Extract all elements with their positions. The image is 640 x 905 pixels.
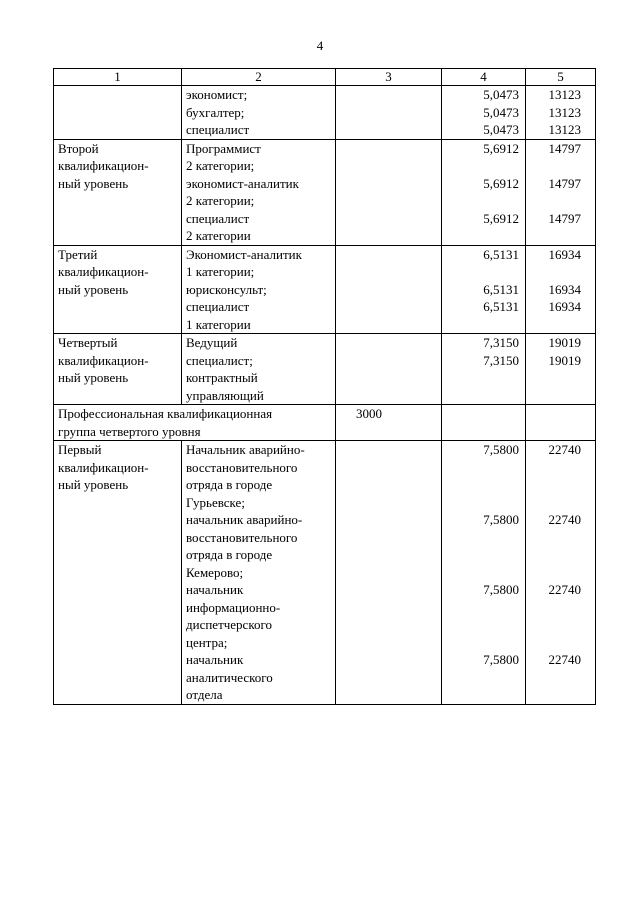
coef-value: 7,3150 — [483, 335, 519, 350]
position-line: информационно- — [186, 599, 281, 615]
empty-cell — [336, 139, 442, 245]
position-line: отряда в городе — [186, 547, 273, 562]
position-line: юрисконсульт; — [186, 281, 267, 297]
position-line: начальник — [186, 652, 244, 667]
spacer — [530, 634, 581, 652]
position-cell — [182, 139, 336, 245]
salary-value: 13123 — [548, 104, 581, 120]
spacer — [530, 616, 581, 634]
spacer — [446, 476, 519, 494]
level-cell — [54, 245, 182, 334]
coef-cell — [442, 245, 526, 334]
salary-value: 13123 — [548, 122, 581, 137]
spacer — [446, 546, 519, 564]
group-label-cell — [54, 405, 336, 441]
spacer — [530, 157, 581, 175]
level-line: квалификацион- — [58, 352, 149, 368]
coef-value: 5,0473 — [483, 87, 519, 102]
table-row — [54, 245, 596, 334]
empty-cell — [442, 405, 526, 441]
salary-value: 16934 — [548, 246, 581, 262]
salary-value: 16934 — [548, 299, 581, 314]
spacer — [446, 227, 519, 245]
level-cell — [54, 139, 182, 245]
position-line: экономист-аналитик — [186, 175, 299, 191]
table-row — [54, 86, 596, 140]
spacer — [446, 459, 519, 477]
position-line: Ведущий — [186, 335, 238, 350]
salary-cell — [526, 334, 596, 405]
level-line: Второй — [58, 140, 99, 156]
spacer — [530, 192, 581, 210]
salary-value: 16934 — [548, 281, 581, 297]
coef-value: 7,5800 — [483, 582, 519, 597]
table-header-row — [54, 69, 596, 86]
table-row — [54, 334, 596, 405]
spacer — [446, 599, 519, 617]
level-line: Третий — [58, 246, 98, 262]
position-line: начальник аварийно- — [186, 512, 303, 527]
level-line: квалификацион- — [58, 459, 149, 475]
level-line: ный уровень — [58, 477, 129, 492]
spacer — [530, 529, 581, 547]
coef-value: 7,5800 — [483, 652, 519, 667]
position-line: экономист; — [186, 87, 248, 102]
group-label: Профессиональная квалификационная — [58, 406, 273, 421]
level-line: Первый — [58, 442, 102, 457]
position-line: 2 категории — [186, 228, 251, 243]
spacer — [446, 529, 519, 547]
position-cell — [182, 86, 336, 140]
level-line: квалификацион- — [58, 158, 149, 173]
position-line: специалист — [186, 299, 250, 314]
salary-value: 22740 — [548, 442, 581, 457]
position-line: специалист; — [186, 352, 253, 368]
empty-cell — [336, 334, 442, 405]
salary-table — [53, 68, 596, 705]
position-line: Начальник аварийно- — [186, 442, 305, 457]
spacer — [530, 494, 581, 512]
coef-value: 7,5800 — [483, 442, 519, 457]
salary-value: 22740 — [548, 652, 581, 667]
position-line: центра; — [186, 634, 228, 650]
spacer — [530, 476, 581, 494]
position-line: аналитического — [186, 669, 273, 685]
position-line: Программист — [186, 140, 261, 156]
salary-cell — [526, 86, 596, 140]
level-cell — [54, 86, 182, 140]
salary-value: 19019 — [548, 352, 581, 368]
empty-cell — [336, 441, 442, 705]
level-cell — [54, 441, 182, 705]
spacer — [446, 494, 519, 512]
coef-value: 7,5800 — [483, 512, 519, 527]
position-line: 2 категории; — [186, 193, 255, 208]
spacer — [446, 157, 519, 175]
header-cell: 3 — [336, 69, 442, 86]
position-line: специалист — [186, 210, 250, 226]
empty-cell — [336, 245, 442, 334]
position-cell — [182, 245, 336, 334]
group-label: группа четвертого уровня — [58, 423, 201, 439]
spacer — [446, 634, 519, 652]
position-line: контрактный — [186, 370, 258, 385]
spacer — [530, 686, 581, 704]
spacer — [530, 227, 581, 245]
empty-cell — [526, 405, 596, 441]
spacer — [446, 564, 519, 582]
position-line: отдела — [186, 687, 223, 702]
position-line: восстановительного — [186, 529, 298, 545]
salary-cell — [526, 139, 596, 245]
salary-cell — [526, 245, 596, 334]
salary-value: 19019 — [548, 335, 581, 350]
spacer — [530, 599, 581, 617]
position-line: Кемерово; — [186, 564, 244, 580]
header-cell: 2 — [182, 69, 336, 86]
position-line: специалист — [186, 122, 250, 137]
level-line: Четвертый — [58, 335, 118, 350]
level-line: ный уровень — [58, 281, 129, 297]
salary-value: 22740 — [548, 512, 581, 527]
group-row — [54, 405, 596, 441]
position-cell — [182, 334, 336, 405]
coef-cell — [442, 441, 526, 705]
coef-value: 5,0473 — [483, 104, 519, 120]
coef-value: 7,3150 — [483, 352, 519, 368]
level-line: ный уровень — [58, 370, 129, 385]
coef-value: 6,5131 — [483, 246, 519, 262]
spacer — [530, 546, 581, 564]
level-cell — [54, 334, 182, 405]
coef-value: 5,0473 — [483, 122, 519, 137]
coef-cell — [442, 86, 526, 140]
table-row — [54, 139, 596, 245]
spacer — [530, 263, 581, 281]
position-line: 1 категории — [186, 316, 251, 332]
spacer — [446, 316, 519, 334]
spacer — [446, 263, 519, 281]
position-line: диспетчерского — [186, 617, 272, 632]
coef-value: 6,5131 — [483, 299, 519, 314]
level-line: ный уровень — [58, 175, 129, 191]
salary-value: 14797 — [548, 210, 581, 226]
coef-cell — [442, 139, 526, 245]
coef-value: 5,6912 — [483, 175, 519, 191]
spacer — [446, 192, 519, 210]
coef-value: 5,6912 — [483, 210, 519, 226]
table-row — [54, 441, 596, 705]
position-line: начальник — [186, 582, 244, 597]
position-cell — [182, 441, 336, 705]
header-cell: 5 — [526, 69, 596, 86]
position-line: управляющий — [186, 387, 264, 403]
header-cell: 1 — [54, 69, 182, 86]
position-line: Гурьевске; — [186, 494, 245, 510]
position-line: 2 категории; — [186, 158, 255, 173]
level-line: квалификацион- — [58, 264, 149, 279]
coef-value: 6,5131 — [483, 281, 519, 297]
position-line: бухгалтер; — [186, 104, 245, 120]
spacer — [530, 669, 581, 687]
position-line: отряда в городе — [186, 477, 273, 492]
salary-cell — [526, 441, 596, 705]
empty-cell — [336, 86, 442, 140]
coef-value: 5,6912 — [483, 140, 519, 156]
spacer — [530, 564, 581, 582]
page-number: 4 — [316, 38, 324, 53]
position-line: восстановительного — [186, 459, 298, 475]
coef-cell — [442, 334, 526, 405]
salary-value: 22740 — [548, 582, 581, 597]
spacer — [530, 459, 581, 477]
group-base-salary: 3000 — [336, 405, 442, 441]
salary-value: 13123 — [548, 87, 581, 102]
spacer — [446, 686, 519, 704]
spacer — [446, 616, 519, 634]
spacer — [446, 669, 519, 687]
position-line: 1 категории; — [186, 264, 255, 279]
header-cell: 4 — [442, 69, 526, 86]
spacer — [530, 316, 581, 334]
salary-value: 14797 — [548, 175, 581, 191]
position-line: Экономист-аналитик — [186, 246, 302, 262]
salary-value: 14797 — [548, 140, 581, 156]
